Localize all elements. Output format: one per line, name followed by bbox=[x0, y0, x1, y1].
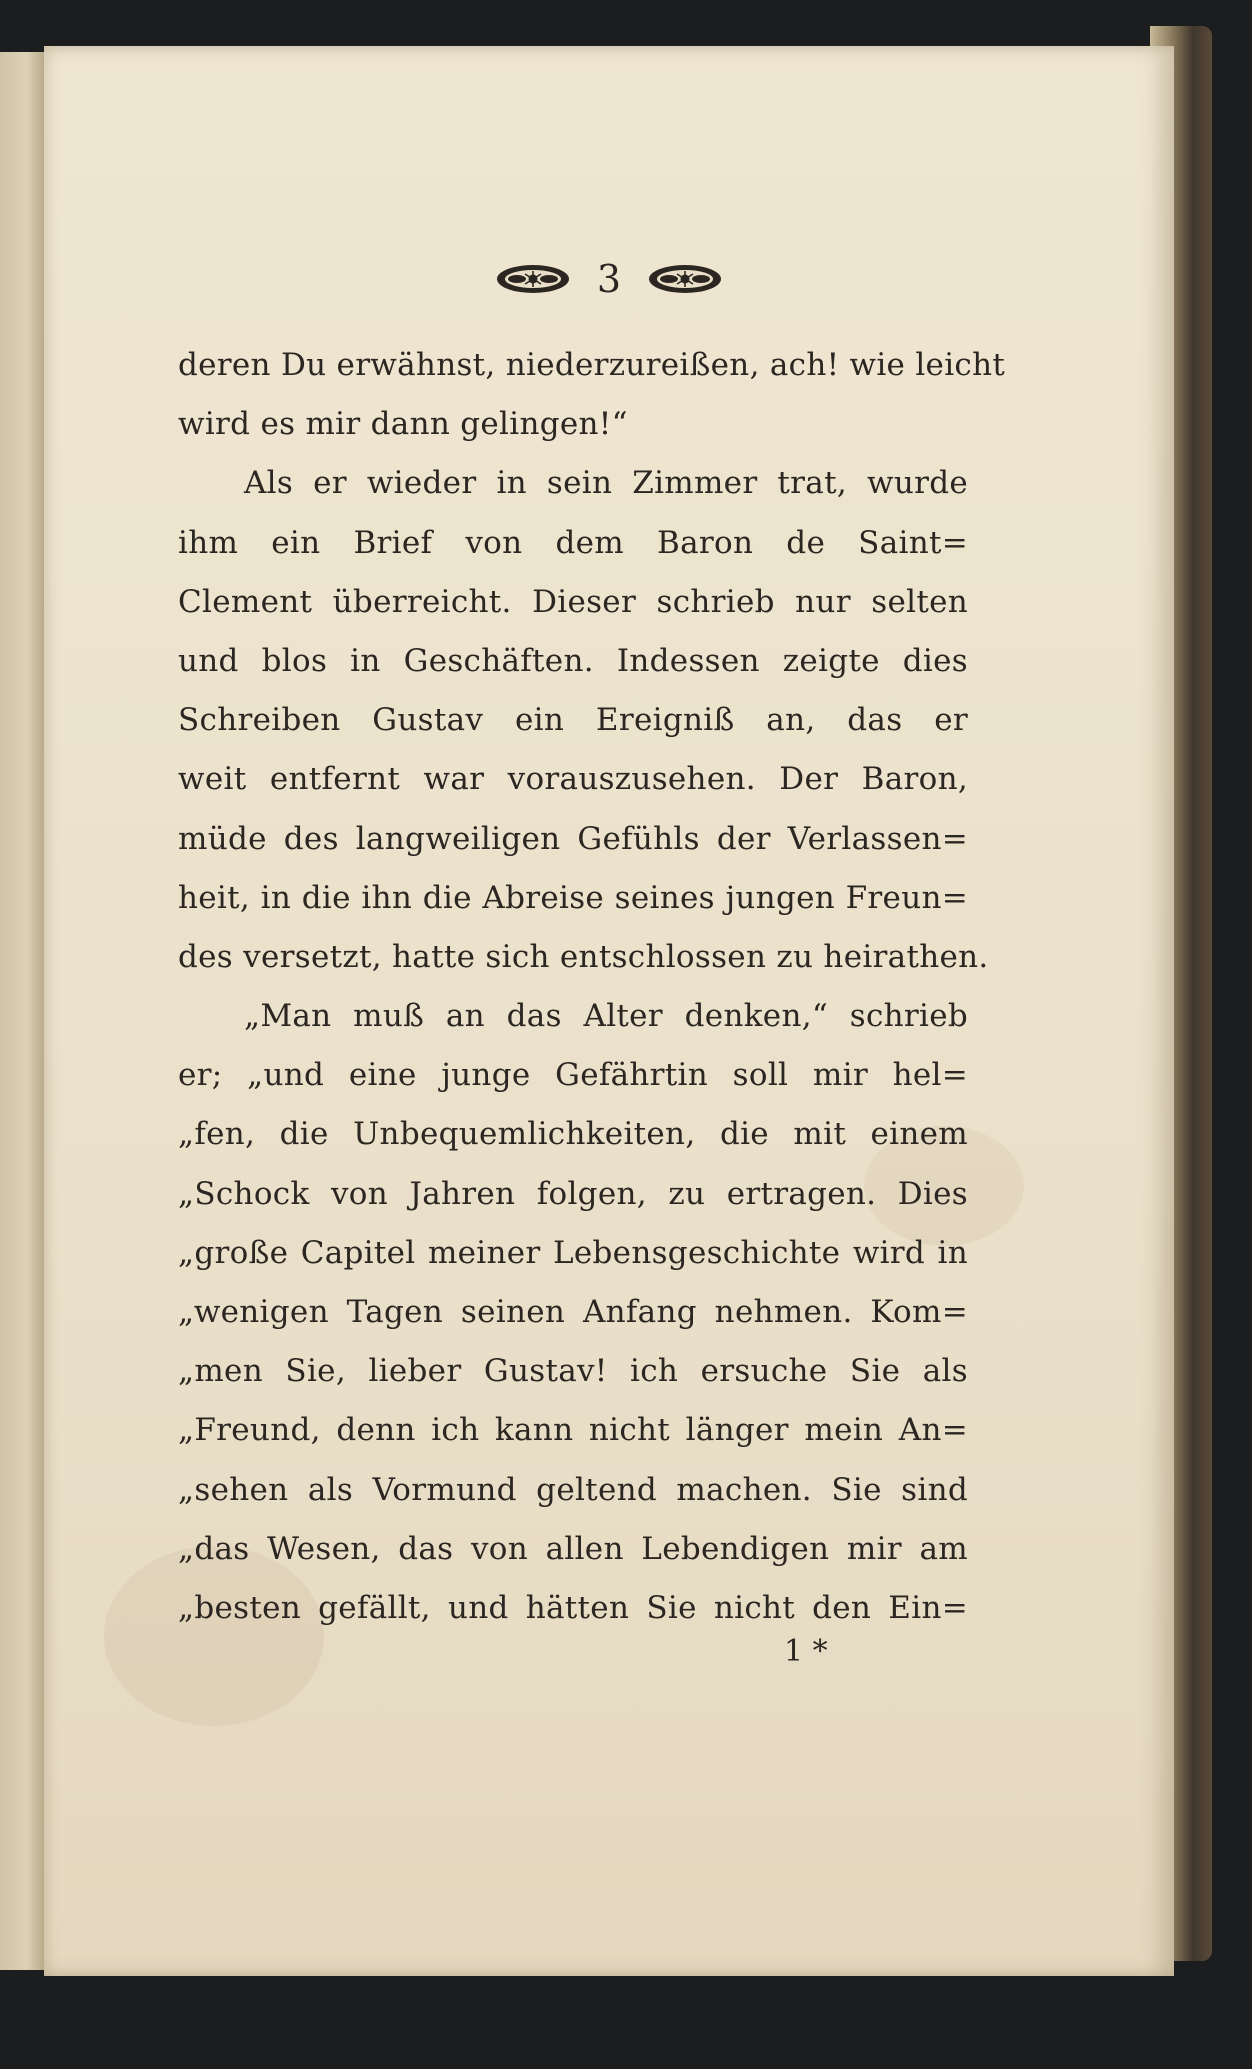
text-line: „besten gefällt, und hätten Sie nicht den Ein= bbox=[178, 1589, 968, 1626]
text-line: deren Du erwähnst, niederzureißen, ach! wie leicht bbox=[178, 347, 1006, 383]
text-line: weit entfernt war vorauszusehen. Der Baron, bbox=[178, 761, 968, 798]
text-line: „große Capitel meiner Lebensgeschichte wird in bbox=[178, 1234, 968, 1271]
body-text bbox=[178, 336, 1006, 1638]
left-ornament-icon bbox=[495, 262, 571, 296]
text-line: heit, in die ihn die Abreise seines jungen Freun= bbox=[178, 879, 968, 916]
text-line: „Freund, denn ich kann nicht länger mein An= bbox=[178, 1412, 968, 1449]
text-line: wird es mir dann gelingen!“ bbox=[178, 406, 628, 443]
page-number: 3 bbox=[596, 257, 622, 301]
text-line: „wenigen Tagen seinen Anfang nehmen. Kom= bbox=[178, 1294, 968, 1330]
text-line: Clement überreicht. Dieser schrieb nur selten bbox=[178, 583, 968, 620]
text-line: „sehen als Vormund geltend machen. Sie sind bbox=[178, 1471, 968, 1508]
text-line: „das Wesen, das von allen Lebendigen mir am bbox=[178, 1530, 968, 1567]
text-line: und blos in Geschäften. Indessen zeigte dies bbox=[178, 642, 968, 679]
text-line: „Schock von Jahren folgen, zu ertragen. Dies bbox=[178, 1175, 968, 1212]
book-page bbox=[44, 46, 1174, 1976]
text-line: Schreiben Gustav ein Ereigniß an, das er bbox=[178, 702, 968, 739]
text-line: er; „und eine junge Gefährtin soll mir hel= bbox=[178, 1057, 968, 1094]
text-line: ihm ein Brief von dem Baron de Saint= bbox=[178, 524, 968, 561]
text-line: Als er wieder in sein Zimmer trat, wurde bbox=[244, 465, 968, 502]
text-line: müde des langweiligen Gefühls der Verlassen= bbox=[178, 820, 968, 857]
signature-mark: 1 * bbox=[784, 1634, 828, 1669]
right-ornament-icon bbox=[647, 262, 723, 296]
text-line: des versetzt, hatte sich entschlossen zu heirathen. bbox=[178, 938, 989, 975]
previous-page-edge bbox=[0, 52, 44, 1970]
page-header bbox=[44, 251, 1174, 307]
text-line: „Man muß an das Alter denken,“ schrieb bbox=[244, 998, 968, 1035]
text-line: „men Sie, lieber Gustav! ich ersuche Sie als bbox=[178, 1353, 968, 1390]
text-line: „fen, die Unbequemlichkeiten, die mit einem bbox=[178, 1116, 968, 1153]
